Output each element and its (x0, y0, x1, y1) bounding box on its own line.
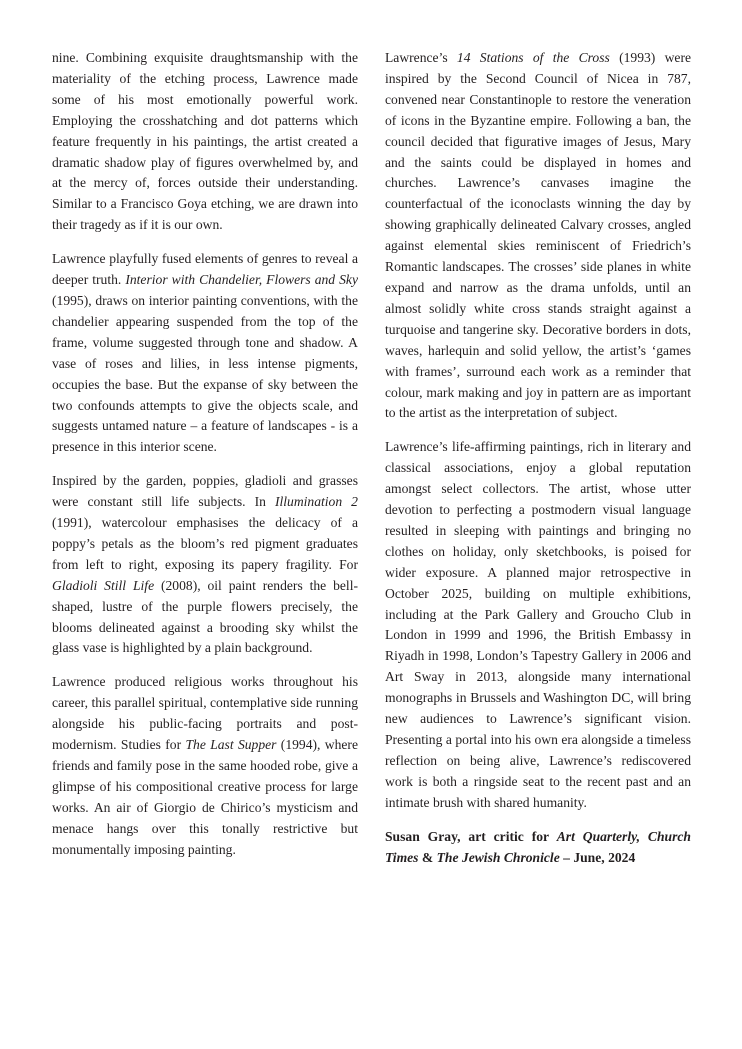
paragraph-text: Lawrence playfully fused elements of genres to reveal a deeper truth. (52, 251, 358, 288)
body-paragraph (385, 437, 691, 813)
paragraph-text: (2008), oil paint renders the bell-shaped, lustre of the purple flowers precisely, the blooms delineated against a brooding sky whilst the glass vase is highlighted by a plain background. (52, 577, 358, 656)
paragraph-text: (1991), watercolour emphasises the delicacy of a poppy’s petals as the bloom’s red pigment graduates from left to right, exposing its papery fragility. For (52, 515, 358, 572)
paragraph-text: (1994), where friends and family pose in the same hooded robe, give a glimpse of his compositional creative process for large works. An air of Giorgio de Chirico’s mysticism and menace hangs over this tonally restrictive but monumentally imposing painting. (52, 737, 358, 857)
paragraph-text: Lawrence’s (385, 50, 457, 65)
body-paragraph (52, 48, 358, 236)
body-paragraph (52, 471, 358, 659)
paragraph-text: (1995), draws on interior painting conventions, with the chandelier appearing suspended from the top of the frame, volume suggested through tone and shadow. A vase of roses and lilies, in less intense pigments, occupies the base. But the expanse of sky between the two confounds attempts to give the objects scale, and suggests untamed nature – a feature of landscapes - is a presence in this interior scene. (52, 292, 358, 455)
artwork-title: Interior with Chandelier, Flowers and Sky (125, 272, 358, 288)
signature-author: Susan Gray, art critic for (385, 828, 557, 844)
body-paragraph (52, 249, 358, 458)
paragraph-text: Inspired by the garden, poppies, gladioli and grasses were constant still life subjects. In (52, 473, 358, 510)
artwork-title: Gladioli Still Life (52, 577, 155, 593)
artwork-title: Illumination 2 (274, 494, 358, 510)
paragraph-text: (1993) were inspired by the Second Council of Nicea in 787, convened near Constantinople to restore the veneration of icons in the Byzantine empire. Following a ban, the council decided that figurative images of Jesus, Mary and the saints could be displayed in homes and churches. Lawrence’s canvases imagine the counterfactual of the iconoclasts winning the day by showing graphically delineated Calvary crosses, angled against elemental skies reminiscent of Friedrich’s Romantic landscapes. The crosses’ side planes in white expand and narrow as the drama unfolds, until an almost solidly white cross stands straight against a turquoise and tangerine sky. Decorative borders in dots, waves, harlequin and solid yellow, the artist’s ‘games with frames’, surround each work as a reminder that colour, mark making and joy in pattern are as important to the artist as the interpretation of subject. (385, 50, 692, 421)
right-column (385, 48, 691, 868)
signature-publication-2: The Jewish Chronicle (436, 849, 560, 865)
right-column-paragraphs (385, 48, 691, 814)
author-signature (385, 827, 691, 869)
artwork-title: 14 Stations of the Cross (456, 50, 610, 65)
paragraph-text: nine. Combining exquisite draughtsmanship with the materiality of the etching process, Lawrence made some of his most emotionally powerful work. Employing the crosshatching and dot patterns which feature frequently in his paintings, the artist created a dramatic shadow play of figures overwhelmed by, and at the mercy of, forces outside their understanding. Similar to a Francisco Goya etching, we are drawn into their tragedy as if it is our own. (52, 50, 358, 233)
body-paragraph (52, 672, 358, 860)
signature-publication-1: Art Quarterly, Church Times (385, 828, 691, 865)
body-paragraph (385, 48, 691, 424)
signature-ampersand: & (418, 849, 437, 865)
artwork-title: The Last Supper (185, 737, 277, 753)
paragraph-text: Lawrence’s life-affirming paintings, rich in literary and classical associations, enjoy a global reputation amongst select collectors. The artist, whose utter devotion to perfecting a postmodern visual language resulted in sleeping with paintings and bringing no clothes on holiday, only sketchbooks, is poised for wider exposure. A planned major retrospective in October 2025, building on multiple exhibitions, including at the Park Gallery and Groucho Club in London in 1999 and 1996, the British Embassy in Riyadh in 1998, London’s Tapestry Gallery in 2006 and Art Sway in 2013, alongside many international monographs in Brussels and Washington DC, will bring new audiences to Lawrence’s significant vision. Presenting a portal into his own era alongside a timeless reflection on being alive, Lawrence’s rediscovered work is both a ringside seat to the recent past and an intimate brush with shared humanity. (385, 439, 691, 810)
signature-date: – June, 2024 (559, 849, 636, 865)
left-column (52, 48, 358, 874)
paragraph-text: Lawrence produced religious works throughout his career, this parallel spiritual, contemplative side running alongside his public-facing portraits and post-modernism. Studies for (52, 674, 358, 753)
